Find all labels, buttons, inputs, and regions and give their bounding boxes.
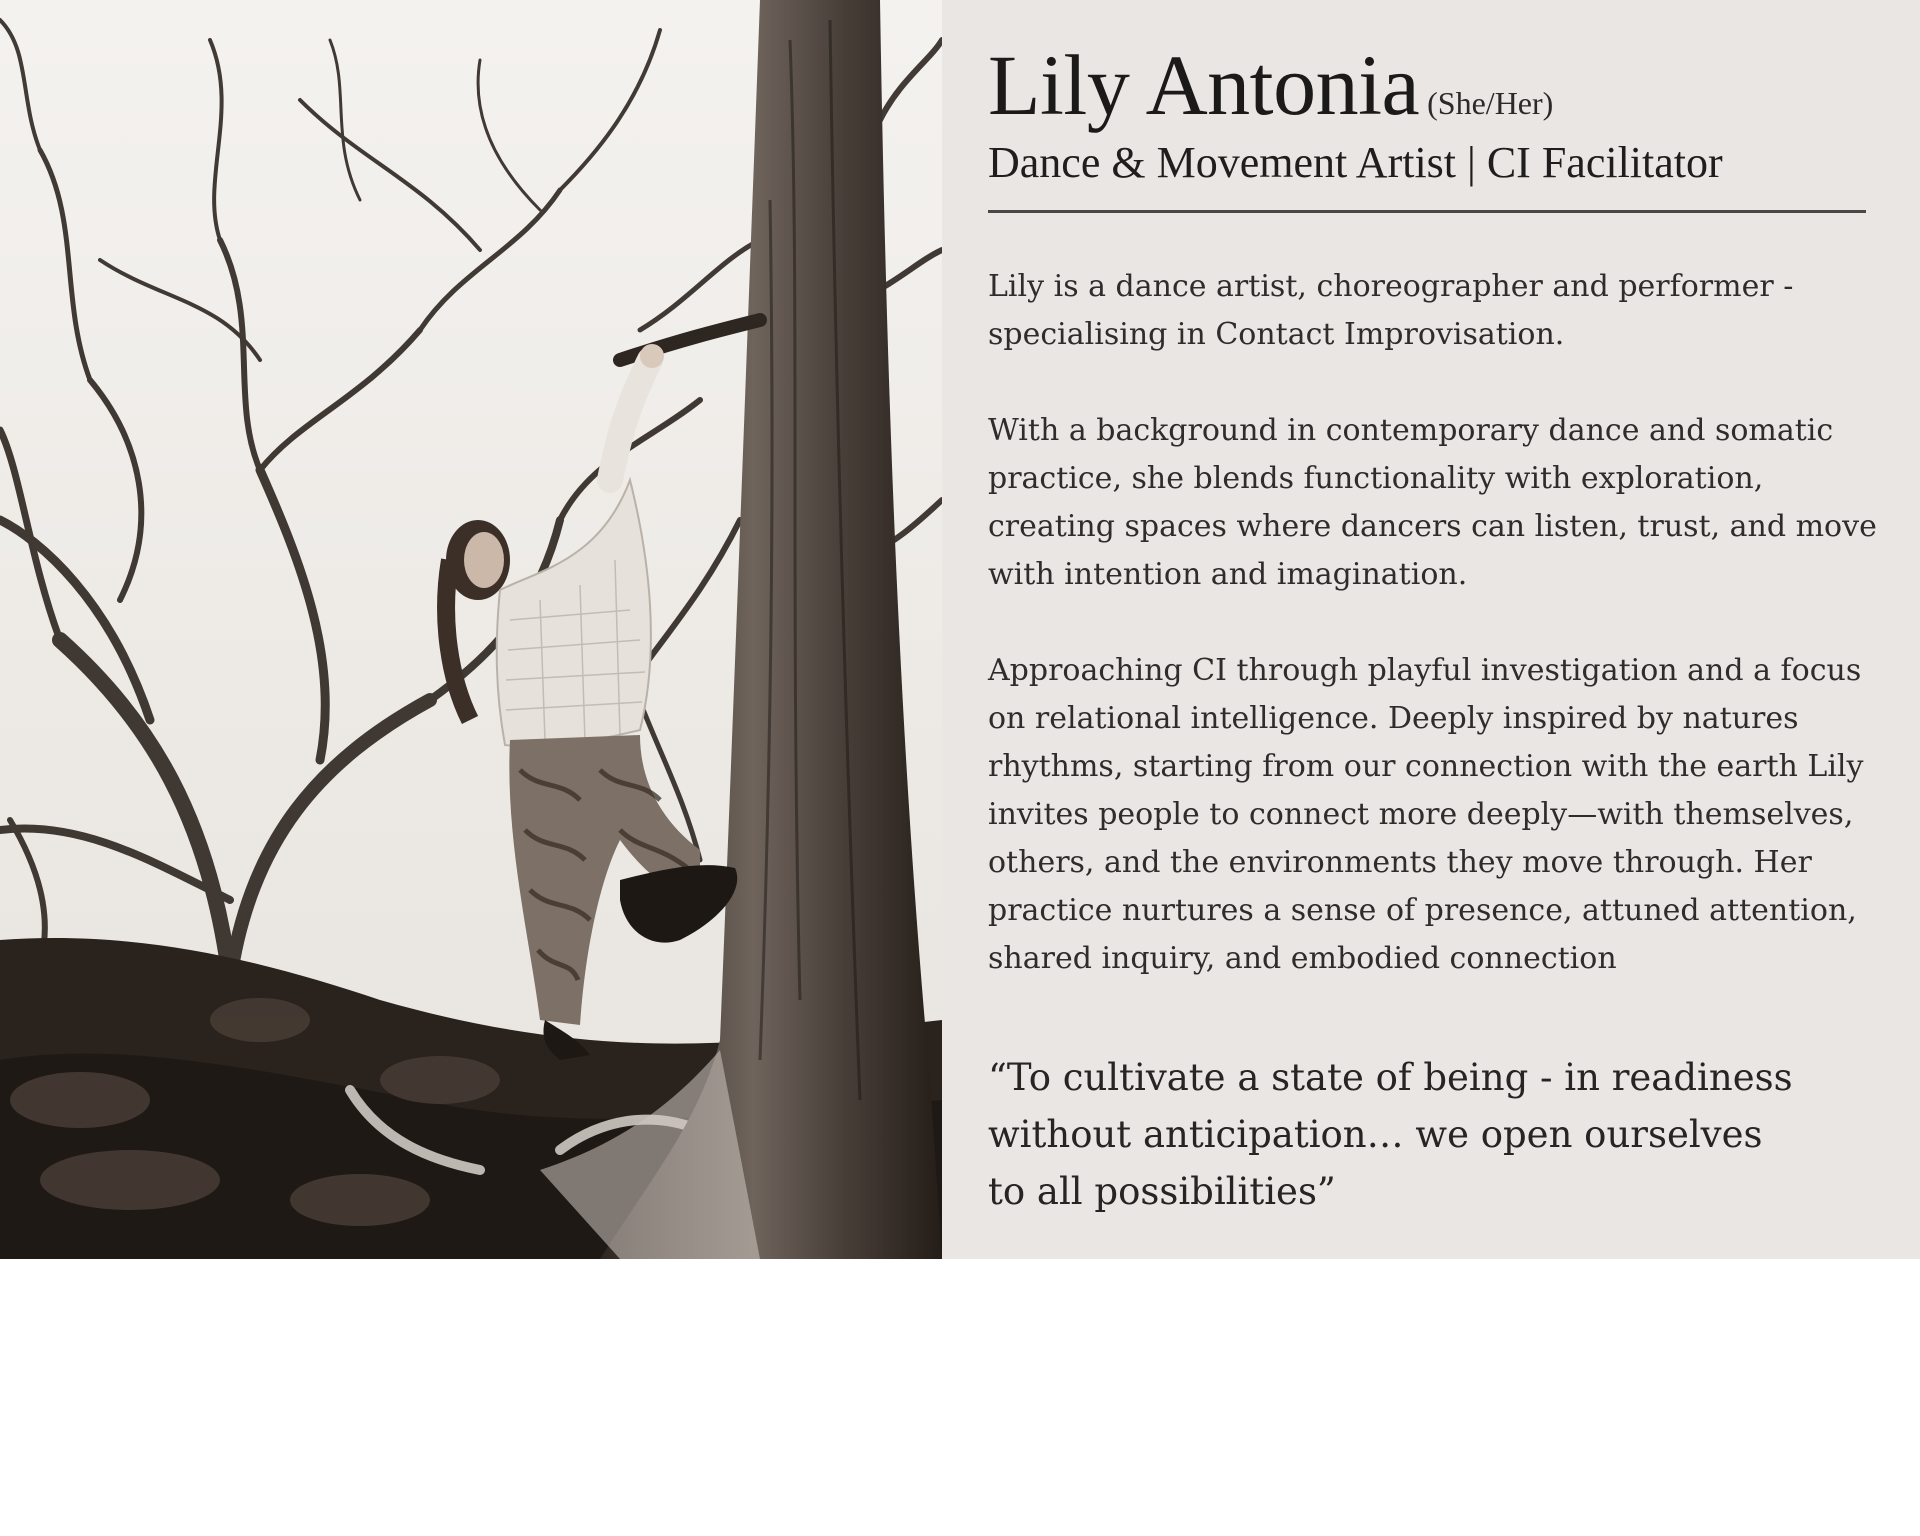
bio-paragraph-2: With a background in contemporary dance and somatic practice, she blends functionality with exploration, creating spaces where dancers can listen, trust, and move with intention and imagination.	[988, 412, 1877, 592]
bio-paragraph-1: Lily is a dance artist, choreographer and performer - specialising in Contact Improvisation.	[988, 268, 1794, 352]
divider	[988, 210, 1866, 213]
tree-climber-illustration	[0, 0, 942, 1259]
name-heading	[988, 38, 1880, 133]
person-name: Lily Antonia	[988, 37, 1420, 133]
bio-panel	[942, 0, 1920, 1259]
role-title: Dance & Movement Artist | CI Facilitator	[988, 137, 1723, 187]
quote: “To cultivate a state of being - in readiness without anticipation… we open ourselves to all possibilities”	[988, 1055, 1793, 1213]
pronouns: (She/Her)	[1427, 85, 1554, 121]
bio-paragraph-3: Approaching CI through playful investigation and a focus on relational intelligence. Deeply inspired by natures rhythms, starting from our connection with the earth Lily invites people to connect more deeply—with themselves, others, and the environments they move through. Her practice nurtures a sense of presence, attuned attention, shared inquiry, and embodied connection	[988, 652, 1864, 976]
portrait-photo	[0, 0, 942, 1259]
